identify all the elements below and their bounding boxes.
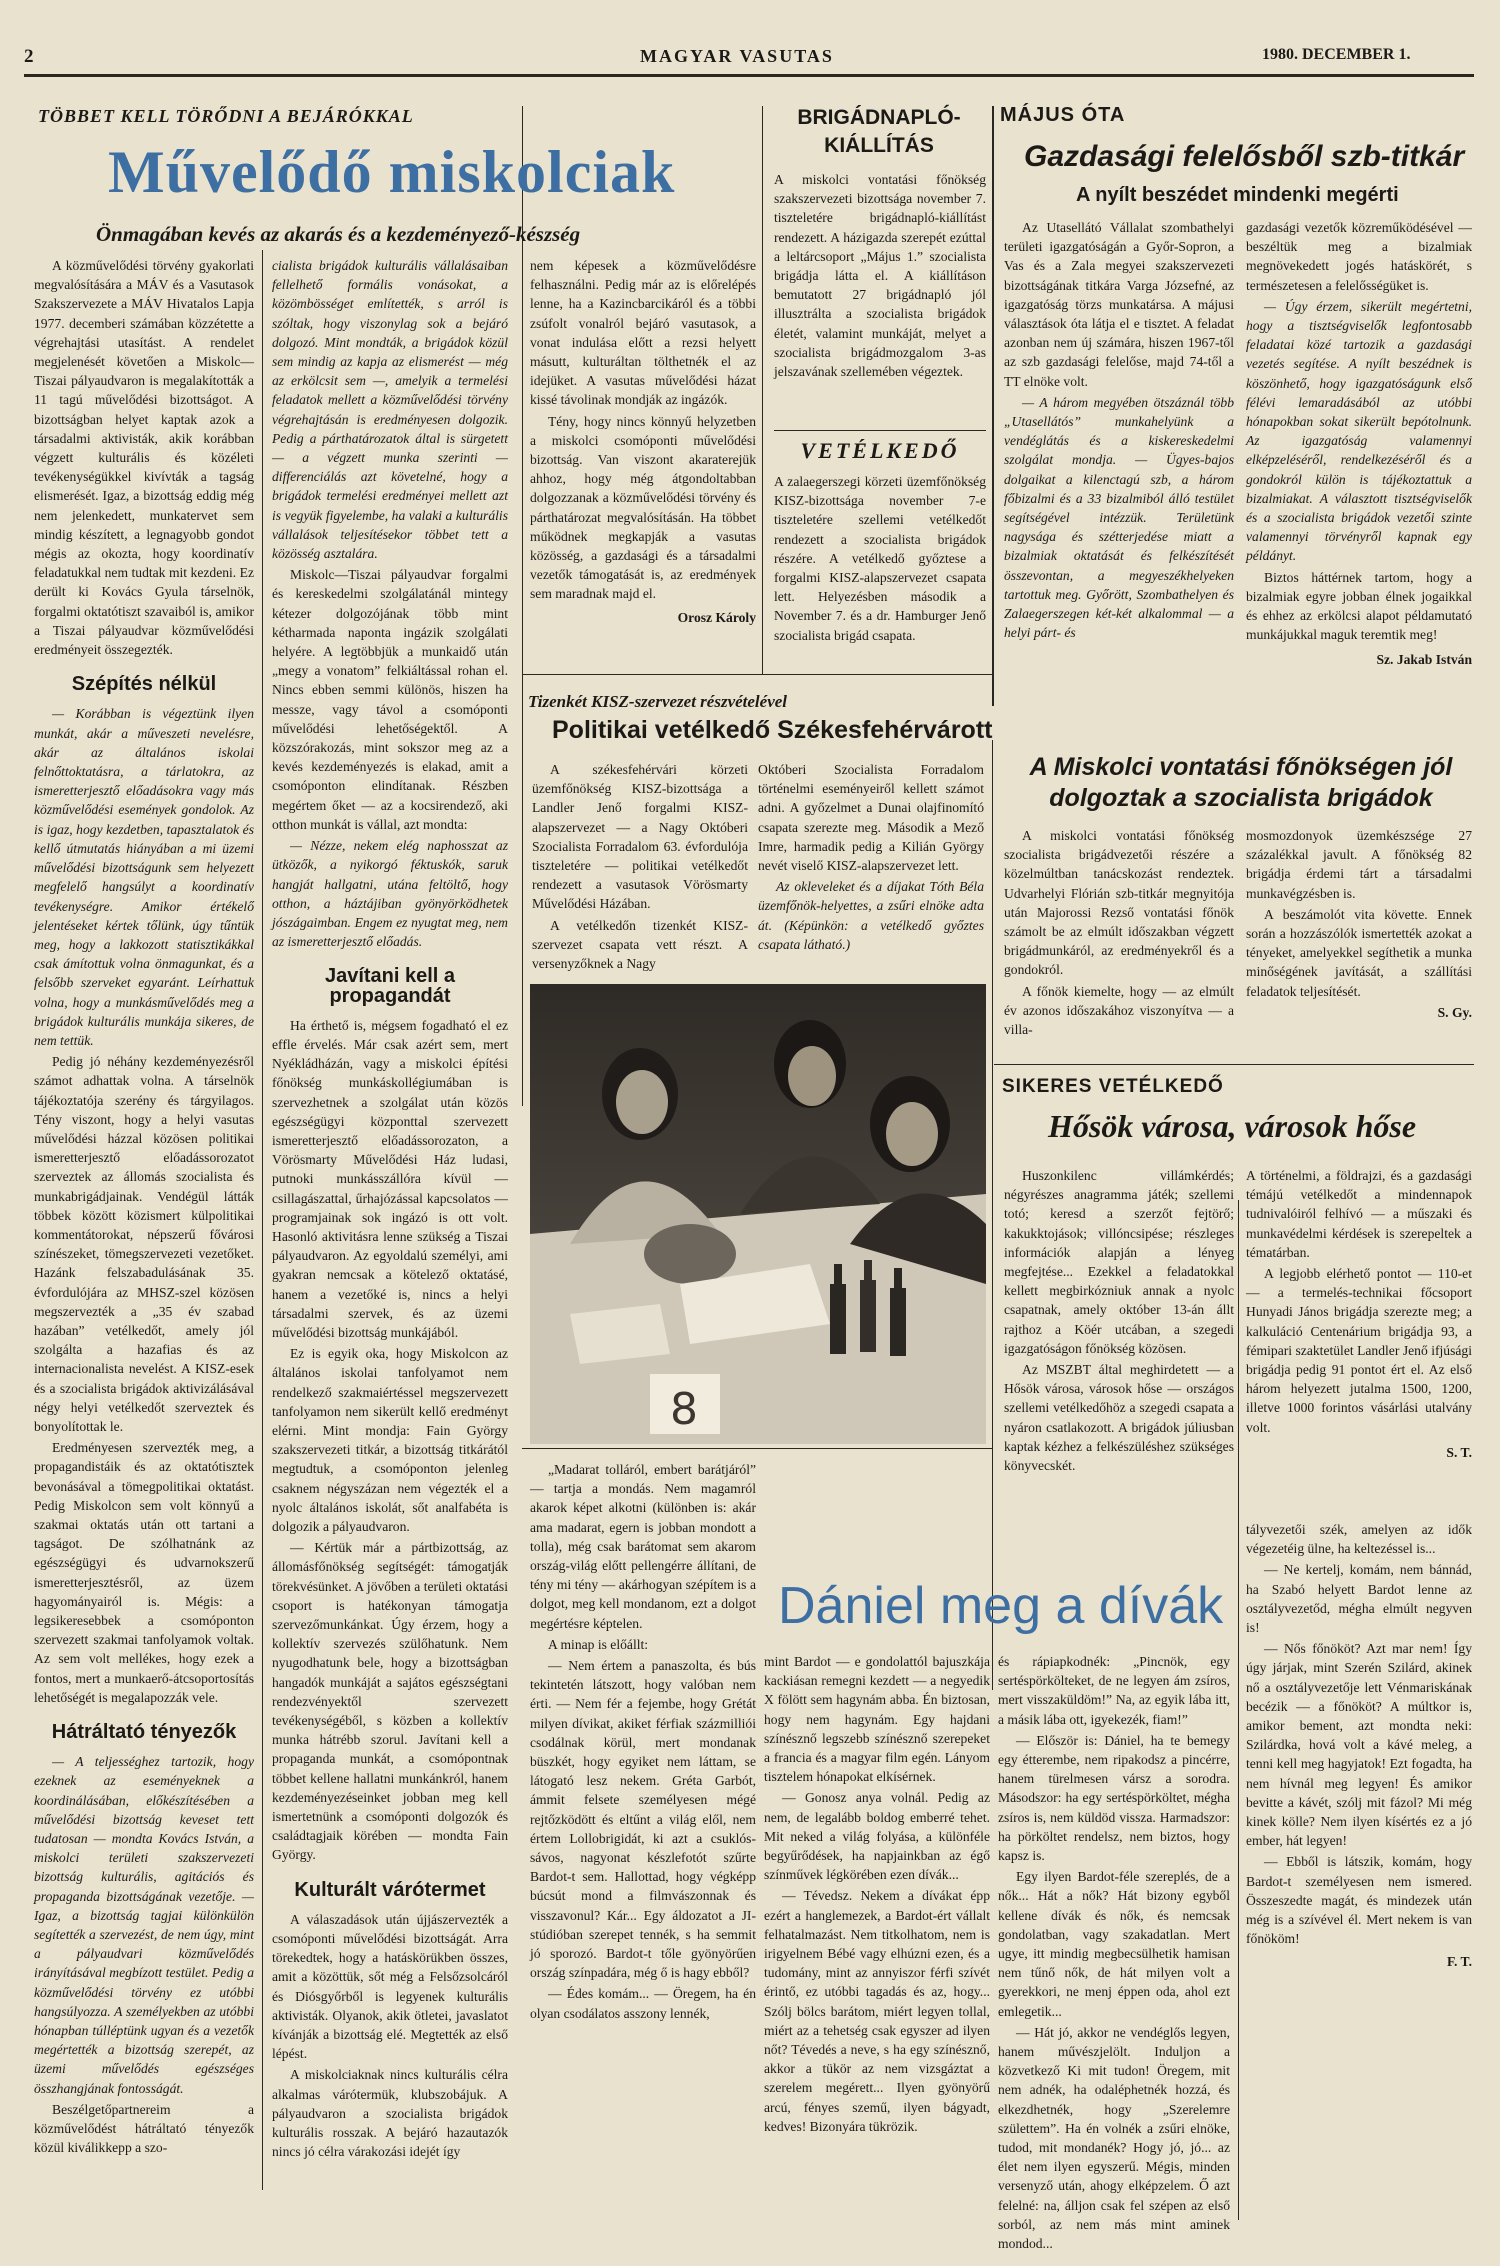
- divider: [994, 1064, 1474, 1065]
- art4-column-2: [758, 760, 984, 980]
- art8-column-3: [998, 1652, 1230, 2252]
- divider: [522, 674, 992, 675]
- art1-subtitle: Önmagában kevés az akarás és a kezdeményező-készség: [96, 222, 581, 246]
- art5-subtitle: A nyílt beszédet mindenki megérti: [1076, 184, 1399, 206]
- art1-title: Művelődő miskolciak: [108, 139, 676, 205]
- art5-column-2: [1246, 218, 1472, 738]
- art7-column-1: [1004, 1166, 1234, 1646]
- art7-body: A történelmi, a földrajzi, és a gazdasági témájú vetélkedőt a mindennapok tudnivalóiról felhívó — a műszaki és munkavédelmi kérdések is szerepeltek a tématárban.: [1246, 1168, 1472, 1260]
- art4-column-1: [532, 760, 748, 980]
- art8-body: és rápiapkodnék: „Pincnök, egy sertéspörkölteket, de ne legyen ám zsíros, mert visszaküldöm!” Na, az egyik lába itt, a másik lába ott, igyekezék, fiam!”: [998, 1654, 1230, 1727]
- art7-author: S. T.: [1446, 1444, 1472, 1460]
- art5-column-1: [1004, 218, 1234, 738]
- art3-body: A zalaegerszegi körzeti üzemfőnökség KISZ-bizottsága november 7-e tiszteletére szellemi vetélkedőt rendezett a szocialista brigádok részére. A vetélkedő győztese a forgalmi KISZ-alapszervezet csapata lett. Helyezésben második a November 7. és a dr. Hamburger Jenő szocialista brigád csapata.: [774, 474, 986, 643]
- art1-body: Beszélgetőpartnereim a közművelődést hátráltató tényezők közül kiválikkepp a szo-: [34, 2101, 254, 2156]
- art7-kicker: SIKERES VETÉLKEDŐ: [1002, 1076, 1224, 1097]
- column-rule: [262, 250, 263, 2190]
- art1-subhead-4: Kulturált várótermet: [294, 1878, 486, 1901]
- art1-subhead-1: Szépítés nélkül: [71, 673, 217, 696]
- art8-author: F. T.: [1446, 1954, 1472, 1970]
- art8-body: — Hát jó, akkor ne vendéglős legyen, hanem művészjelölt. Induljon a közvetkező Ki mit tudon! Öregem, mit nem adnék, ha odaléphetnék hozzá, és elkezdhetnék, hogy „Szerelemre születtem”. Ha én volnék a zsűri elnöke, tudod, mit mondanék? Hogy jó, jó... az élet nem ilyen egyszerű. Mégis, minden versenyző után, ahogy elképzelem. Ő azt felelné: na, álljon csak fel szépen az első sorból, az nem más mint aminek mondod...: [998, 2024, 1230, 2252]
- art8-body: — Tévedsz. Nekem a dívákat épp ezért a hanglemezek, a Bardot-ért vállalt felhatalmazást. Nem titkolhatom, nem is irigyelnem Bébé vagy elhúzni ezen, és a tudomány, mint az annyiszor férfi szívét érintő, ez utóbbi tagadás és az, hogy... Szólj bölcs barátom, miért legyen tollal, miért az a tehetség csak egyszer ad ilyen nőt? Tévedés a neve, s ha egy színésznő, akkor a tükör az nem vizsgáztat a szerelem megérett... Ilyen gyönyörű arcú, fényes szemű, ilyen bágyadt, kedves! Bizonyára tükrözik.: [764, 1888, 990, 2134]
- art8-body: — Édes komám... — Öregem, ha én olyan csodálatos asszony lennék,: [530, 1986, 756, 2021]
- art1-column-3: [530, 256, 756, 696]
- art5-body: Az Utasellátó Vállalat szombathelyi területi igazgatóságán a Győr-Sopron, a Vas és a Zala megyei szakszervezeti bizottságának titkára Varga Józsefné, az igazgatóság törzs munkatársa. A májusi választások óta látja el e tisztet. A feladat azonban nem új számára, hiszen 1967-től az szb gazdasági felelőse, majd 74-től a TT elnöke volt.: [1004, 220, 1234, 389]
- art1-body: Eredményesen szervezték meg, a propagandistáik és az oktatótisztek bevonásával a tömegpolitikai oktatást. Pedig Miskolcon sem volt könnyű a szakmai oktatás után ott tartani a tagságot. De szólhatnánk az egészségügyi és udvarnokszerű ismeretterjesztésről, az üzem hagyományairól is. Mégis: a legsikeresebbek a csomóponton szervezett szakmai tanfolyamok voltak. Az sem volt mellékes, hogy ezek a fontos, mert a munkaerő-átcsoportosítás lehetőségét is megalapozzák vele.: [34, 1440, 254, 1705]
- art1-body: A miskolciaknak nincs kulturális célra alkalmas várótermük, klubszobájuk. A pályaudvaron a szocialista brigádok kulturális rosszak. A bejáró hazautazók nincs jó célra várakozási idejét így: [272, 2067, 508, 2160]
- art8-body: A minap is előállt:: [548, 1636, 649, 1652]
- art1-body: A válaszadások után újjászervezték a csomóponti művelődési bizottságát. Arra törekedtek, hogy a hatáskörükben összes, amit a közöttük, sőt még a Felsőzsolcáról és Diósgyőrből is legyenek kulturális aktivisták. Olyanok, akik ötletei, javaslatot kívánják a bizottság elé. Megtették az első lépést.: [272, 1911, 508, 2062]
- art4-body: Októberi Szocialista Forradalom történelmi eseményeiről kellett számot adni. A győzelmet a Dunai olajfinomító csapata szerezte meg. Második a Mező Imre, harmadik pedig a Kilián György nevét viselő KISZ-alapszervezet lett.: [758, 762, 984, 874]
- art1-author: Orosz Károly: [677, 609, 756, 625]
- art6-body: A beszámolót vita követte. Ennek során a hozzászólók ismertették azokat a tényeket, amelyekkel segíthetik a munka minőségének javítását, a szállítási feladatok teljesítését.: [1246, 906, 1472, 999]
- page-number: 2: [24, 46, 34, 67]
- art4-title: Politikai vetélkedő Székesfehérvárott: [552, 716, 993, 744]
- art5-kicker: MÁJUS ÓTA: [1000, 104, 1126, 126]
- divider: [522, 1448, 992, 1449]
- art5-body: — A három megyében ötszáznál több „Utasellátós” munkahelyünk a vendéglátás és a kiskereskedelmi szolgálat mondja. — Ügyes-bajos dolgaikat a kilenctagú szb, a három főbizalmi és a 33 bizalmiból álló testület segítségével intézzük. Területünk nagysága és szétterjedése miatt a bizalmiak oktatását és felkészítését összevontan, a megyeszékhelyeken tartottuk meg. Győrött, Szombathelyen és Zalaegerszegen két-két alkalommal — a helyi párt- és: [1004, 394, 1234, 641]
- art5-body: Biztos háttérnek tartom, hogy a bizalmiak egyre jobban élnek jogaikkal és ehhez az erkölcsi alapot példamutató munkájukkal maguk teremtik meg!: [1246, 569, 1472, 643]
- art5-body: gazdasági vezetők közreműködésével — beszéltük meg a bizalmiak megnövekedett jogés hatáskörét, s természetesen a felelősségüket is.: [1246, 220, 1472, 293]
- art6-column-2: [1246, 826, 1472, 1056]
- art1-body: — Kértük már a pártbizottság, az állomásfőnökség segítségét: támogatják törekvésünket. A jövőben a területi oktatási csoport is hatékonyan támogatja szervezőmunkánkat. Úgy érzem, hogy a kollektív szervezés szülőhatunk. Nem nyugodhatunk bele, hogy a bizottságban hangadók munkáját a sajátos egészségtani rendezvényektől szervezett tevékenységéből, s közben a kollektív munka hátrébb szorul. Javítani kell a propaganda munkát, a csomópontnak többet kellene hallatni munkánkról, hanem kezdeményezéseinket jobban meg kell ismertetnünk a csomóponti dolgozók és családtagjaik körében — mondta Fain György.: [272, 1540, 508, 1863]
- art4-body: Az okleveleket és a díjakat Tóth Béla üzemfőnök-helyettes, a zsűri elnöke adta át. (Képünkön: a vetélkedő győztes csapata látható.): [758, 879, 984, 952]
- art8-column-2: [764, 1652, 990, 2230]
- art8-column-1: [530, 1460, 756, 2230]
- divider: [774, 430, 986, 431]
- art8-body: — Gonosz anya volnál. Pedig az nem, de legalább boldog emberré tehet. Mit neked a világ folyása, a különféle begyűrődések, ha napjainkban az égő színművek légkörében ezen dívák...: [764, 1790, 990, 1883]
- column-rule: [762, 106, 763, 674]
- art1-body: — A teljességhez tartozik, hogy ezeknek az eseményeknek a koordinálásában, előkészítésében a művelődési bizottság keveset tett tudatosan — mondta Kovács István, a miskolci területi szakszervezeti bizottság kulturális, agitációs és propaganda bizottságának vezetője. — Igaz, a bizottság tagjai különkülön segítették a szervezést, de nem úgy, mint a pályaudvari közművelődés irányításával megbízott testület. Pedig a közművelődési törvény ez utóbbi hangsúlyozza. A személyekben az utóbbi hónapban túlléptünk ugyan és a vezetők megértették a bizottság szerepét, az üzemi művelődés egészséges összhangjának fontosságát.: [34, 1754, 254, 2096]
- art7-body: Huszonkilenc villámkérdés; négyrészes anagramma játék; szellemi totó; keresd a szerzőt fejtörő; kakukktojások; villóncsipése; részleges információk alapján a lényeg megfejtése... Ezekkel a feladatokkal kellett megbirkózniuk annak a nyolc csapatnak, amely október 13-án állt rajthoz a Köér utcában, a szegedi igazgatóságon főnökség közösen.: [1004, 1168, 1234, 1356]
- column-rule: [522, 106, 523, 1106]
- art1-column-1: [34, 256, 254, 2196]
- art5-body: — Úgy érzem, sikerült megértetni, hogy a tisztségviselők legfontosabb feladatai közé tartozik a gazdasági vezetés segítése. A nyílt beszédnek is köszönhető, hogy igazgatóságunk első félévi lemaradásából az utóbbi hónapokban sokat sikerült bepótolnunk. Az igazgatóság valamennyi elképzeléséről, rendelkezéséről és a gondokról külön is tájékoztattuk a bizalmiakat. A választott tisztségviselők és a szocialista brigádok vezetői szinte valamennyi törvényről kapnak egy példányt.: [1246, 298, 1472, 564]
- art1-body: A közművelődési törvény gyakorlati megvalósítására a MÁV és a Vasutasok Szakszervezete a MÁV Hivatalos Lapja 1977. decemberi számában közzétette a végrehajtási utasítást. A rendelet megjelenését követően a Miskolc—Tiszai pályaudvaron is megalakították a 11 tagú művelődési bizottságot. A bizottságban helyet kaptak azok a társadalmi aktivisták, akik korábban végzett kulturális és közéleti tevékenységükkel kivívták a tagság elismerését. Igaz, a bizottság eddig még nem jelenkedett, munkatervet sem mindig készített, a legnagyobb gondot mégis az okozta, hogy koordinatív feladatukkal nem tudtak mit kezdeni. Ez derült ki Kovács Gyula társelnök, forgalmi oktatótiszt szavaiból is, amikor a Tiszai pályaudvar közművelődési eredményeit összegezték.: [34, 258, 254, 658]
- art1-column-2: [272, 256, 508, 2206]
- art8-body: — Először is: Dániel, ha te bemegy egy étterembe, nem ripakodsz a pincérre, hanem türelmesen vársz a sorodra. Másodszor: ha egy sertéspörköltet, mégha zsíros is, nem küldöd vissza. Harmadszor: ha pörköltet rendelsz, nem biztos, hogy kapsz is.: [998, 1732, 1230, 1864]
- art8-title: Dániel meg a dívák: [778, 1577, 1224, 1635]
- svg-text:8: 8: [670, 1384, 698, 1435]
- header-rule: [24, 74, 1474, 77]
- column-rule: [992, 106, 994, 706]
- art2-body: A miskolci vontatási főnökség szakszervezeti bizottsága november 7. tiszteletére brigádnapló-kiállítást rendezett. A házigazda szerepét ezúttal a leltárcsoport „Május 1.” szocialista brigádja látta el. A kiállításon bemutatott 27 brigádnapló jól illusztrálta a szocialista brigádok életét, valamint munkáját, melyet a szocialista brigádmozgalom 3-as jelszavának szellemében végeztek.: [774, 172, 986, 380]
- art1-subhead-3: Javítani kell a propagandát: [324, 965, 456, 1007]
- art7-body: A legjobb elérhető pontot — 110-et — a termelés-technikai főcsoport Hunyadi János brigádja szerezte meg; a kalkuláció Centenárium brigádja 93, a fémipari szaktetület Landler Jenő ifjúsági brigádja pedig 91 pontot ért el. Az első három helyezett jutalma 1500, 1200, illetve 1000 forintos vásárlási utalvány volt.: [1246, 1266, 1472, 1435]
- art8-column-4: [1246, 1520, 1472, 2230]
- art6-body: mosmozdonyok üzemkészsége 27 százalékkal javult. A főnökség 82 brigádja érdemi tárt a társadalmi munkavégzésben is.: [1246, 828, 1472, 901]
- photo-image: [530, 984, 986, 1444]
- art6-title: A Miskolci vontatási főnökségen jól dolgoztak a szocialista brigádok: [1029, 753, 1453, 812]
- art1-body: Ez is egyik oka, hogy Miskolcon az általános iskolai tanfolyamot nem rendelkező szakmaiértéssel megszervezett tanfolyamon nem sikerült kellő eredményt elérni. Mint mondja: Fain György szakszervezeti titkár, a bizottság titkárától megtudtuk, a csomóponton jelenleg csaknem négyszázan nem végezték el a nyolc általános iskolát, sőt analfabéta is dolgozik a pályaudvaron.: [272, 1346, 508, 1534]
- art1-body: Miskolc—Tiszai pályaudvar forgalmi és kereskedelmi szolgálatánál mintegy kétezer dolgozójának több mint kétharmada naponta ingázik szolgálati helyére. A legtöbbjük a munkaidő után „megy a vonatom” felkiáltással rohan el. Nincs ebben semmi különös, hiszen ha messze, vagy távol a csomóponti művelődési lehetőségektől. A közszórakozás, mint sokszor meg az a kevés kezdeményezés is elakad, amit a csomóponton elindítanak. Részben megértem őket — az a kocsirendező, aki otthon munkát is vállal, azt mondta:: [272, 567, 508, 832]
- issue-date: 1980. DECEMBER 1.: [1262, 46, 1411, 63]
- column-rule: [992, 740, 993, 1690]
- art6-body: A miskolci vontatási főnökség szocialista brigádvezetői részére a közelmúltban tanácskozást rendeztek. Udvarhelyi Flórián szb-titkár megnyitója után Majorossi Rezső vontatási főnök számolt be az elmúlt időszakban végzett brigádmunkáról, az eredményekről és a gondokról.: [1004, 828, 1234, 978]
- art4-body: A vetélkedőn tizenkét KISZ-szervezet csapata vett részt. A versenyzőknek a Nagy: [532, 917, 748, 972]
- art8-body: — Nem értem a panaszolta, és bús tekintetén látszott, hogy valóban nem érti. — Nem fér a fejembe, hogy Grétát milyen dívikat, akiket férfiak százmilliói csodálnak körül, mert mondanak büszkét, hogy egyiket nem láttam, se látogató lesz nekem. Gréta Garbót, ámmit felsete személyesen mégé rejtőzködött és eltűnt a világ elől, nem értem Lollobrigidát, ki azt a csuklós-sávos, nagyonat készlefotót szűrte Bardot-t sem. Hallottad, hogy végképp búcsút mond a filmvászonnak és visszavonul? Kár... Egy áldozatot a JI-stúdióban szerepet tennék, s ha semmit jó sporozó. Bardot-t tőle gyönyörűen ország színpadára, még ő is hagy ebből?: [530, 1658, 756, 1981]
- column-rule: [1238, 1200, 1239, 2220]
- art1-kicker: TÖBBET KELL TÖRŐDNI A BEJÁRÓKKAL: [38, 106, 414, 126]
- art6-column-1: [1004, 826, 1234, 1056]
- art3-title: VETÉLKEDŐ: [800, 438, 960, 463]
- art1-body: Tény, hogy nincs könnyű helyzetben a miskolci csomóponti művelődési bizottság. Van viszont akaraterejük ahhoz, hogy még átgondoltabban dolgozzanak a közművelődési törvény és párthatározat megvalósításán. Ha többet működnek megkapják a vasutas közösség, a gazdasági és a társadalmi vezetők támogatását is, az eredmények sem maradnak majd el.: [530, 413, 756, 602]
- art1-body: — Korábban is végeztünk ilyen munkát, akár a műveszeti nevelésre, akár az általános iskolai felnőttoktatásra, a tárlatokra, az ismeretterjesztő előadásokra vagy más közművelődési események gondolok. Az is igaz, hogy kezdetben, tapasztalatok és kellő útmutatás hiányában a mi üzemi művelődési bizottságunk sem helyezett megfelelő hangsúlyt a koordinatív tevékenységre. Amikor értékelő jelentéseket kértek tőlünk, úgy tűntük meg, hogy a lakkozott statisztikákkal csak ámítottuk volna önmagunkat, és a felsőbb szerveket egyaránt. Leírhattuk volna, hogy a munkásművelődés meg a brigádok kulturális munkája sikeres, de nem tettük.: [34, 706, 254, 1048]
- art7-body: Az MSZBT által meghirdetett — a Hősök városa, városok hőse — országos szellemi vetélkedőhöz a szegedi csapata a nyáron csatlakozott. A brigádok júliusban kaptak kézhez a felkészüléshez szükséges könyvecskét.: [1004, 1362, 1234, 1474]
- art8-body: — Ebből is látszik, komám, hogy Bardot-t személyesen nem ismered. Összeszedte magát, és mindezek után még is a szívével él. Mert nekem is van főnököm!: [1246, 1854, 1472, 1947]
- competition-photo: [530, 984, 986, 1444]
- art8-body: — Nős főnököt? Azt mar nem! Így úgy járjak, mint Szerén Szilárd, akinek nő a osztályvezetője lett Vénmariskának becézik — a főnököt? A múltkor is, amikor bement, azt mondta neki: Szilárdka, hová volt a kávé meleg, a tenni kell meg hagyjatok! Ezt fogadta, ha nem hívnál meg legyen! És amikor bevitte a kávét, szólj mit fázol? Mi még kinek kölle? Nem ilyen kísértés ez a jó ember, hát legyen!: [1246, 1641, 1472, 1849]
- art6-author: S. Gy.: [1437, 1004, 1472, 1020]
- art8-body: Egy ilyen Bardot-féle szereplés, de a nők... Hát a nők? Hát bizony egyből kellene dívák és nők, és nemcsak gondolatban, vagy szakadatlan. Mert ugye, itt mindig megbecsülhetik hamisan nem tűnő nők, de hát milyen volt a gyerekkori, ne menj éppen oda, ahol ezt emlegetik...: [998, 1869, 1230, 2019]
- art8-body: tályvezetői szék, amelyen az idők végezetéig ülne, ha keltezéssel is...: [1246, 1522, 1472, 1557]
- art1-body: Ha érthető is, mégsem fogadható el ez effle érvelés. Már csak azért sem, mert Nyékládházán, vagy a miskolci építési főnökség munkáskollégiumában is szervezhetnek a szolgálat után közös egészségügyi központtal szervezett ismeretterjesztő előadássorozaton, a Vörösmarty Művelődési Ház ludasi, putnoki munkásszállóra kívül — csillagászattal, űrhajózással kapcsolatos — programjainak sok ingázó is ott volt. Hasonló aktivitásra lenne szükség a Tiszai pályaudvaron. Az egyoldalú személyi, ami gyakran nemcsak a kötelező oktatásé, hanem a vezetőké is, nincs a helyi társadalmi szervek, és az üzemi művelődési bizottság munkájából.: [272, 1017, 508, 1340]
- art4-body: A székesfehérvári körzeti üzemfőnökség KISZ-bizottsága a Landler Jenő forgalmi KISZ-alapszervezet — a Nagy Októberi Szocialista Forradalom 63. évfordulója tiszteletére — politikai vetélkedőt rendezett a vasutasok Vörösmarty Művelődési Házában.: [532, 762, 748, 912]
- art5-author: Sz. Jakab István: [1376, 652, 1472, 668]
- newspaper-name: MAGYAR VASUTAS: [640, 46, 834, 66]
- art2-title: BRIGÁDNAPLÓ-KIÁLLÍTÁS: [797, 106, 961, 157]
- art1-subhead-2: Hátráltató tényezők: [51, 1721, 237, 1744]
- art4-kicker: Tizenkét KISZ-szervezet részvételével: [528, 692, 788, 711]
- art8-body: mint Bardot — e gondolattól bajuszkája kackiásan remegni kezdett — a negyedik X fölött sem hagynám abba. Én biztosan, hogy nem hagynám. Egy hajdani színésznő legszebb színésznő szerepeket a francia és a magyar film egén. Lányom tisztelem hónapokat elkísérnek.: [764, 1654, 990, 1785]
- art5-title: Gazdasági felelősből szb-titkár: [1024, 140, 1465, 173]
- art1-body: nem képesek a közművelődésre felhasználni. Pedig már az is előrelépés lenne, ha a Kazincbarcikáról és a többi zsúfolt vonalról bejáró vasutasok, a vonat indulása előtt a rezsi helyett másutt, kulturáltan tölthetnék el az idejüket. A vasutas művelődési házat kissé távolinak mondják az ingázók.: [530, 258, 756, 408]
- art8-body: „Madarat tolláról, embert barátjáról” — tartja a mondás. Nem magamról akarok képet alkotni (különben is: akár ama madarat, egern is jobban mondott a tolla), még csak barátomat sem akarom ország-világ előtt pellengérre állítani, de tény mi tény — akárhogyan szépítem is a dolgot, meg kell mondanom, ezt a dolgot megértésre képtelen.: [530, 1462, 756, 1631]
- art1-body: — Nézze, nekem elég naphosszat az ütközők, a nyikorgó féktuskók, saruk hangját hallgatni, utána feltöltő, hogy otthon, a háztájiban gyönyörködhetek jószágaimban. Engem ez nyugtat meg, nem az ismeretterjesztő előadás.: [272, 838, 508, 950]
- art6-body: A főnök kiemelte, hogy — az elmúlt év azonos időszakához viszonyítva — a villa-: [1004, 983, 1234, 1038]
- art1-body: cialista brigádok kulturális vállalásaiban fellelhető formális vonásokat, a közömbösséget említették, s arról is szóltak, hogy viszonylag sok a bejáró dolgozó. Mint mondták, a brigádok közül sem mindig az kapja az elismerést — még az erkölcsit sem —, amelyik a termelési feladatok mellett a közművelődési törvény végrehajtásán is eredményesen dolgozik. Pedig a párthatározatok által is sürgetett — a végzett munka szerinti — differenciálás azt követelné, hogy a brigádok termelési eredményei mellett azt is vegyük figyelembe, ha valaki a kulturális vállalások teljesítésekor többet tett a közösség asztalára.: [272, 258, 508, 562]
- art7-title: Hősök városa, városok hőse: [1048, 1108, 1417, 1144]
- art8-body: — Ne kertelj, komám, nem bánnád, ha Szabó helyett Bardot lenne az osztályvezetőd, mégha elmúlt negyven is!: [1246, 1562, 1472, 1636]
- art1-body: Pedig jó néhány kezdeményezésről számot adhattak volna. A társelnök tájékoztatója szerény és tárgyilagos. Tény viszont, hogy a helyi vasutas művelődési házzal közösen politikai ismeretterjesztő előadássorozatot szerveztek az állomás szocialista és munkabrigádjainak. Vendégül látták többek között közismert külpolitikai kommentátorokat, népszerű fővárosi színészeket, tömegszervezeti vezetőket. Hazánk felszabadulásának 35. évfordulójára az MHSZ-szel közösen megszervezték a „35 év szabad hazában” vetélkedőt, amely jól szolgálta a hazafias és az internacionalista nevelést. A KISZ-esek és a szocialista brigádok aktivizálásával négy helyi vetélkedőt szerveztek és bonyolítottak le.: [34, 1054, 254, 1434]
